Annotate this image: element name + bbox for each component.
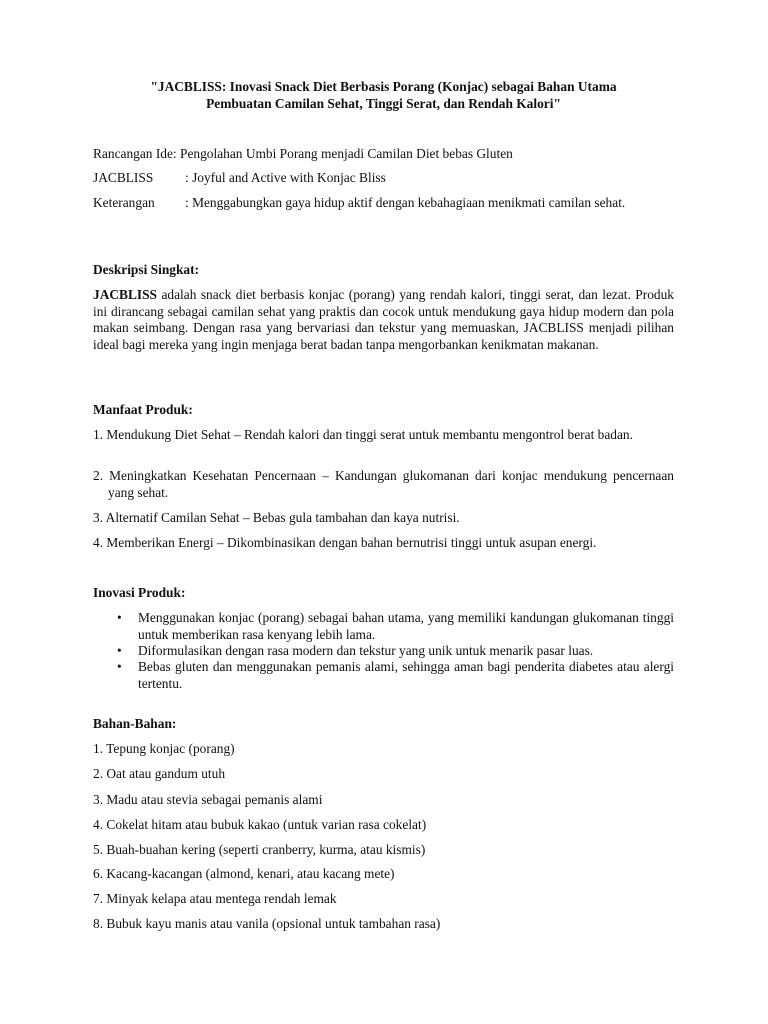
- jacbliss-key: JACBLISS: [93, 170, 154, 185]
- bahan-item: 5. Buah-buahan kering (seperti cranberry, kurma, atau kismis): [93, 842, 426, 857]
- keterangan-key: Keterangan: [93, 195, 155, 210]
- deskripsi-text: adalah snack diet berbasis konjac (porang) yang rendah kalori, tinggi serat, dan lezat. Produk ini dirancang sebagai camilan sehat yang praktis dan cocok untuk mendukung gaya hidup modern dan pola makan seimbang. Dengan rasa yang bervariasi dan tekstur yang memuaskan, JACBLISS menjadi pilihan ideal bagi mereka yang ingin menjaga berat badan tanpa mengorbankan kenikmatan makanan.: [93, 287, 674, 352]
- bahan-item: 6. Kacang-kacangan (almond, kenari, atau kacang mete): [93, 866, 395, 881]
- bahan-item: 3. Madu atau stevia sebagai pemanis alami: [93, 792, 323, 807]
- manfaat-item: [93, 510, 674, 527]
- bullet-icon: •: [117, 643, 122, 658]
- bahan-item: 2. Oat atau gandum utuh: [93, 766, 226, 781]
- deskripsi-heading: Deskripsi Singkat:: [93, 262, 200, 277]
- inovasi-bullet-item: [117, 610, 674, 643]
- document-title: [93, 79, 674, 112]
- title-line-2: Pembuatan Camilan Sehat, Tinggi Serat, dan Rendah Kalori": [206, 95, 561, 111]
- inovasi-item-text: Menggunakan konjac (porang) sebagai bahan utama, yang memiliki kandungan glukomanan tinggi untuk memberikan rasa kenyang lebih lama.: [138, 610, 674, 642]
- manfaat-item: [93, 535, 674, 552]
- inovasi-heading: Inovasi Produk:: [93, 585, 186, 600]
- bahan-item: 4. Cokelat hitam atau bubuk kakao (untuk varian rasa cokelat): [93, 817, 427, 832]
- manfaat-heading: Manfaat Produk:: [93, 402, 193, 417]
- manfaat-item: [93, 468, 674, 501]
- title-line-1: "JACBLISS: Inovasi Snack Diet Berbasis Porang (Konjac) sebagai Bahan Utama: [150, 79, 617, 94]
- bahan-item: 8. Bubuk kayu manis atau vanila (opsional untuk tambahan rasa): [93, 916, 441, 931]
- rancangan-ide-line: Rancangan Ide: Pengolahan Umbi Porang menjadi Camilan Diet bebas Gluten: [93, 146, 513, 161]
- keterangan-value: : Menggabungkan gaya hidup aktif dengan kebahagiaan menikmati camilan sehat.: [185, 195, 626, 210]
- bahan-heading: Bahan-Bahan:: [93, 716, 177, 731]
- bahan-item: 1. Tepung konjac (porang): [93, 741, 235, 756]
- bullet-icon: •: [117, 610, 122, 625]
- manfaat-item: [93, 427, 674, 444]
- jacbliss-value: : Joyful and Active with Konjac Bliss: [185, 170, 386, 185]
- inovasi-item-text: Bebas gluten dan menggunakan pemanis alami, sehingga aman bagi penderita diabetes atau alergi tertentu.: [138, 659, 674, 691]
- manfaat-item-text: 1. Mendukung Diet Sehat – Rendah kalori dan tinggi serat untuk membantu mengontrol berat badan.: [93, 427, 633, 442]
- inovasi-item-text: Diformulasikan dengan rasa modern dan tekstur yang unik untuk menarik pasar luas.: [138, 643, 594, 658]
- deskripsi-bold-lead: JACBLISS: [93, 287, 158, 302]
- bullet-icon: •: [117, 659, 122, 674]
- manfaat-item-text: 3. Alternatif Camilan Sehat – Bebas gula tambahan dan kaya nutrisi.: [93, 510, 460, 525]
- inovasi-bullet-item: [117, 643, 674, 660]
- bahan-item: 7. Minyak kelapa atau mentega rendah lemak: [93, 891, 337, 906]
- manfaat-item-text: 2. Meningkatkan Kesehatan Pencernaan – Kandungan glukomanan dari konjac mendukung pencernaan yang sehat.: [93, 468, 674, 500]
- manfaat-item-text: 4. Memberikan Energi – Dikombinasikan dengan bahan bernutrisi tinggi untuk asupan energi.: [93, 535, 597, 550]
- deskripsi-paragraph: [93, 287, 674, 353]
- inovasi-bullet-item: [117, 659, 674, 692]
